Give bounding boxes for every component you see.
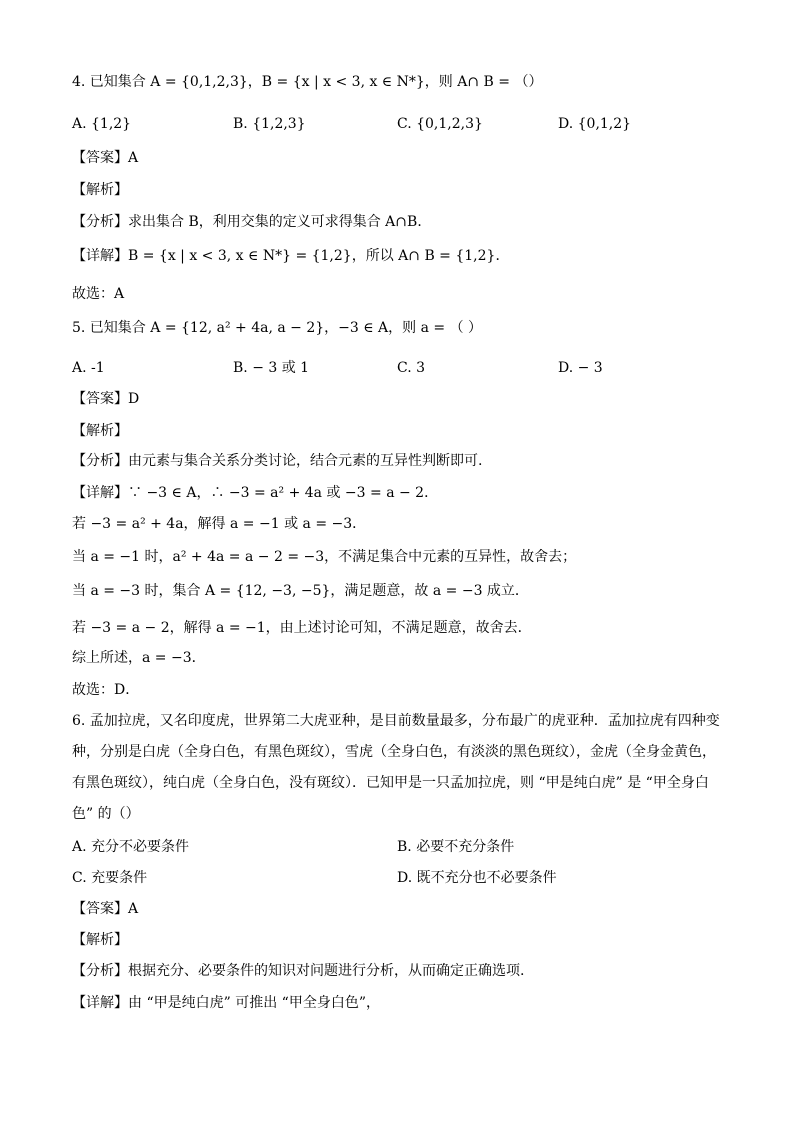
q4-fenxi: 【分析】求出集合 B，利用交集的定义可求得集合 A∩B． bbox=[72, 214, 432, 230]
q6-option-d: D. 既不充分也不必要条件 bbox=[397, 870, 557, 886]
q5-xiangjie: 【详解】∵ −3 ∈ A，∴ −3 = a² + 4a 或 −3 = a − 2． bbox=[72, 485, 439, 501]
q5-line-5: 综上所述，a = −3． bbox=[72, 650, 206, 666]
q4-option-c: C. {0,1,2,3} bbox=[397, 116, 483, 132]
q4-option-a: A. {1,2} bbox=[72, 116, 132, 132]
q5-choice: 故选：D． bbox=[72, 682, 140, 698]
q6-option-c: C. 充要条件 bbox=[72, 870, 148, 886]
q5-option-d: D. − 3 bbox=[558, 360, 603, 376]
q5-analysis-heading: 【解析】 bbox=[72, 423, 128, 439]
q4-answer: 【答案】A bbox=[72, 150, 139, 166]
q4-option-d: D. {0,1,2} bbox=[558, 116, 632, 132]
q5-option-c: C. 3 bbox=[397, 360, 426, 376]
q6-option-b: B. 必要不充分条件 bbox=[397, 839, 515, 855]
q6-option-a: A. 充分不必要条件 bbox=[72, 839, 190, 855]
q6-xiangjie: 【详解】由 “甲是纯白虎” 可推出 “甲全身白色”， bbox=[72, 995, 380, 1011]
q5-answer: 【答案】D bbox=[72, 391, 140, 407]
q6-fenxi: 【分析】根据充分、必要条件的知识对问题进行分析，从而确定正确选项. bbox=[72, 963, 525, 979]
q5-stem: 5. 已知集合 A = {12, a² + 4a, a − 2}，−3 ∈ A，则 a = （ ） bbox=[72, 320, 483, 336]
q4-xiangjie: 【详解】B = {x | x < 3, x ∈ N*} = {1,2}，所以 A∩ B = {1,2}． bbox=[72, 248, 510, 264]
q5-option-a: A. -1 bbox=[72, 360, 105, 376]
q5-option-b: B. − 3 或 1 bbox=[233, 360, 310, 376]
q4-option-b: B. {1,2,3} bbox=[233, 116, 306, 132]
q5-line-3: 当 a = −3 时，集合 A = {12, −3, −5}，满足题意，故 a = −3 成立． bbox=[72, 583, 529, 599]
q4-choice: 故选：A bbox=[72, 286, 125, 302]
q6-answer: 【答案】A bbox=[72, 901, 139, 917]
q5-line-2: 当 a = −1 时，a² + 4a = a − 2 = −3，不满足集合中元素的互异性，故舍去； bbox=[72, 549, 577, 565]
q4-analysis-heading: 【解析】 bbox=[72, 182, 128, 198]
q6-stem: 6. 孟加拉虎，又名印度虎，世界第二大虎亚种，是目前数量最多，分布最广的虎亚种．孟加拉虎有四种变种，分别是白虎（全身白色，有黑色斑纹），雪虎（全身白色，有淡淡的黑色斑纹），金虎（全身金黄色，有黑色斑纹），纯白虎（全身白色，没有斑纹）．已知甲是一只孟加拉虎，则 “甲是纯白虎” 是 “甲全身白色” 的（） bbox=[72, 713, 720, 822]
q6-analysis-heading: 【解析】 bbox=[72, 932, 128, 948]
q5-fenxi: 【分析】由元素与集合关系分类讨论，结合元素的互异性判断即可. bbox=[72, 453, 483, 469]
q5-line-1: 若 −3 = a² + 4a，解得 a = −1 或 a = −3． bbox=[72, 516, 367, 532]
q4-stem: 4. 已知集合 A = {0,1,2,3}，B = {x | x < 3, x ∈ N*}，则 A∩ B = （） bbox=[72, 74, 543, 90]
q5-line-4: 若 −3 = a − 2，解得 a = −1，由上述讨论可知，不满足题意，故舍去． bbox=[72, 620, 532, 636]
